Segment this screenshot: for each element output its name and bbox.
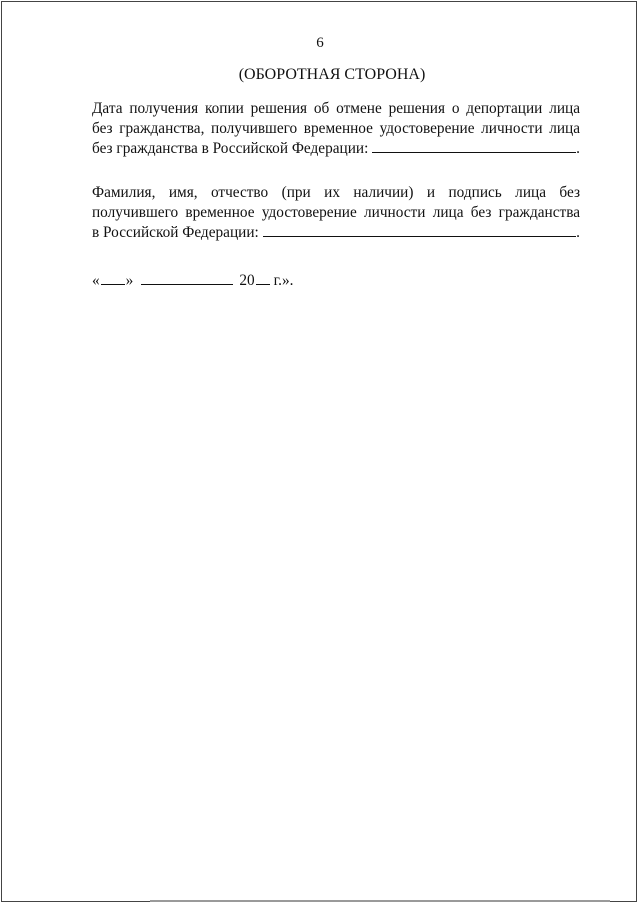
receipt-paragraph-end: . xyxy=(576,140,580,157)
receipt-date-paragraph xyxy=(92,99,580,159)
scan-edge-line xyxy=(150,900,610,902)
side-title: (ОБОРОТНАЯ СТОРОНА) xyxy=(238,66,426,83)
signature-paragraph-line-3-text: в Российской Федерации: xyxy=(92,224,259,241)
receipt-paragraph-line-3 xyxy=(92,139,580,159)
receipt-date-blank[interactable] xyxy=(372,139,576,153)
year-century: 20 xyxy=(239,272,255,289)
date-suffix: г.». xyxy=(273,272,294,289)
page-number: 6 xyxy=(316,35,324,51)
year-blank[interactable] xyxy=(256,270,270,285)
signature-paragraph-end: . xyxy=(576,224,580,241)
receipt-paragraph-line-1: Дата получения копии решения об отмене решения о депортации лица xyxy=(92,100,580,117)
signature-paragraph-line-3 xyxy=(92,223,580,243)
receipt-paragraph-line-2: без гражданства, получившего временное удостоверение личности лица xyxy=(92,120,580,137)
receipt-paragraph-line-3-text: без гражданства в Российской Федерации: xyxy=(92,140,369,157)
signature-paragraph-line-2: получившего временное удостоверение личности лица без гражданства xyxy=(92,204,580,221)
signature-paragraph xyxy=(92,183,580,243)
date-line xyxy=(92,270,293,291)
day-blank[interactable] xyxy=(101,270,125,285)
signature-blank[interactable] xyxy=(263,223,576,237)
date-open-quote: « xyxy=(92,272,100,289)
date-close-quote: » xyxy=(125,272,134,289)
month-blank[interactable] xyxy=(141,270,233,285)
signature-paragraph-line-1: Фамилия, имя, отчество (при их наличии) и подпись лица без xyxy=(92,184,580,201)
